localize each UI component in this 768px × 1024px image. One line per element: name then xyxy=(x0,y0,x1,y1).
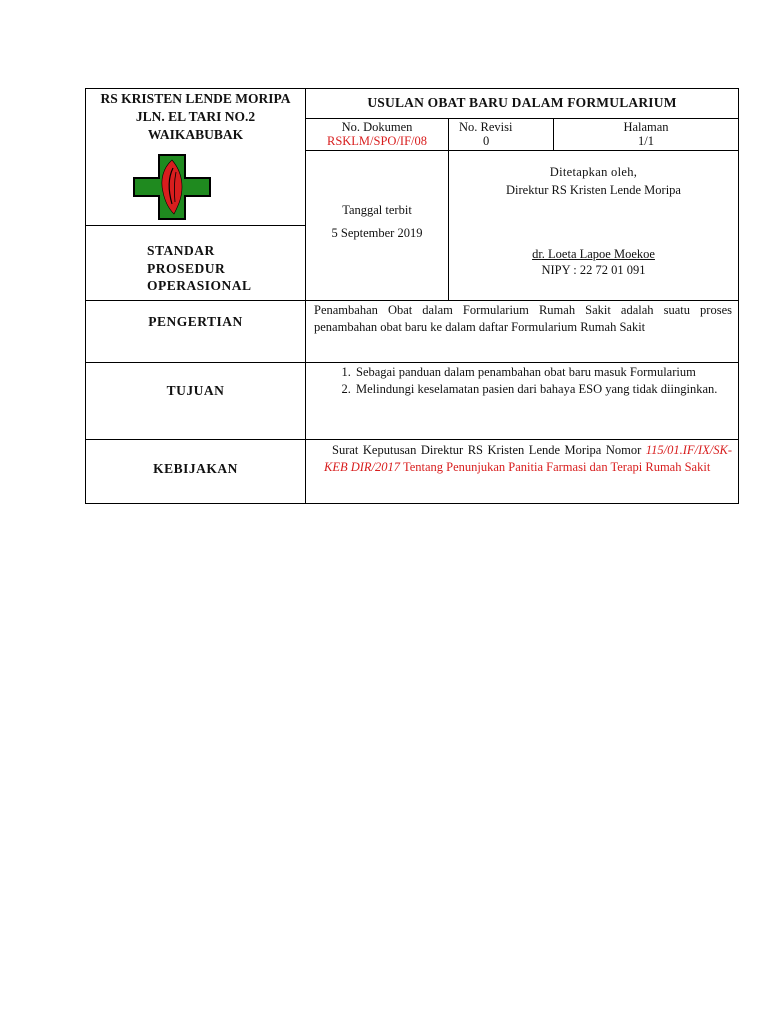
halaman-label: Halaman xyxy=(623,120,669,134)
halaman-value: 1/1 xyxy=(638,134,654,148)
pengertian-text-cell xyxy=(306,301,739,363)
pengertian-text: Penambahan Obat dalam Formularium Rumah Sakit adalah suatu proses penambahan obat baru ke dalam daftar Formularium Rumah Sakit xyxy=(314,303,732,334)
sop-document xyxy=(85,88,738,494)
tujuan-item-1: 1. Sebagai panduan dalam penambahan obat baru masuk Formularium xyxy=(354,364,738,381)
tujuan-label: TUJUAN xyxy=(166,383,225,398)
hospital-cross-flame-logo-icon xyxy=(133,154,211,220)
sop-label-line3: OPERASIONAL xyxy=(147,278,252,293)
tujuan-item-2: 2. Melindungi keselamatan pasien dari bahaya ESO yang tidak diinginkan. xyxy=(354,381,738,398)
no-revisi-cell xyxy=(449,119,554,151)
tujuan-list-cell xyxy=(306,363,739,440)
halaman-cell xyxy=(554,119,739,151)
tujuan-list xyxy=(306,363,738,397)
tanggal-terbit-value: 5 September 2019 xyxy=(331,226,423,240)
kebijakan-label-cell xyxy=(86,440,306,504)
no-dokumen-value: RSKLM/SPO/IF/08 xyxy=(326,134,428,148)
sop-label-cell xyxy=(86,226,306,301)
kebijakan-text-cell xyxy=(306,440,739,504)
direktur-title: Direktur RS Kristen Lende Moripa xyxy=(506,183,681,197)
no-revisi-label: No. Revisi xyxy=(459,120,513,134)
org-address: JLN. EL TARI NO.2 xyxy=(135,109,256,124)
sop-label-line2: PROSEDUR xyxy=(147,260,226,276)
kebijakan-number: 115/01.IF/IX/SK-KEB DIR/2017 xyxy=(324,443,732,474)
tanggal-terbit-cell xyxy=(306,151,449,301)
document-title: USULAN OBAT BARU DALAM FORMULARIUM xyxy=(367,95,677,110)
signer-name: dr. Loeta Lapoe Moekoe xyxy=(532,247,655,261)
org-city: WAIKABUBAK xyxy=(147,127,244,142)
ditetapkan-oleh: Ditetapkan oleh, xyxy=(549,165,638,179)
sop-table xyxy=(85,88,739,504)
no-revisi-value: 0 xyxy=(483,134,490,148)
tujuan-label-cell xyxy=(86,363,306,440)
tanggal-terbit-label: Tanggal terbit xyxy=(342,203,412,217)
kebijakan-label: KEBIJAKAN xyxy=(153,461,238,476)
no-dokumen-cell xyxy=(306,119,449,151)
approval-cell xyxy=(449,151,739,301)
document-title-cell xyxy=(306,89,739,119)
no-dokumen-label: No. Dokumen xyxy=(341,120,413,134)
pengertian-label-cell xyxy=(86,301,306,363)
signer-nipy: NIPY : 22 72 01 091 xyxy=(541,263,646,277)
sop-label-line1: STANDAR xyxy=(147,243,215,258)
kebijakan-prefix: Surat Keputusan Direktur RS Kristen Lende Moripa Nomor xyxy=(332,443,642,457)
org-cell xyxy=(86,89,306,226)
kebijakan-text xyxy=(306,440,738,475)
kebijakan-suffix: Tentang Penunjukan Panitia Farmasi dan Terapi Rumah Sakit xyxy=(402,459,711,474)
pengertian-label: PENGERTIAN xyxy=(148,314,243,329)
org-name: RS KRISTEN LENDE MORIPA xyxy=(100,91,291,106)
